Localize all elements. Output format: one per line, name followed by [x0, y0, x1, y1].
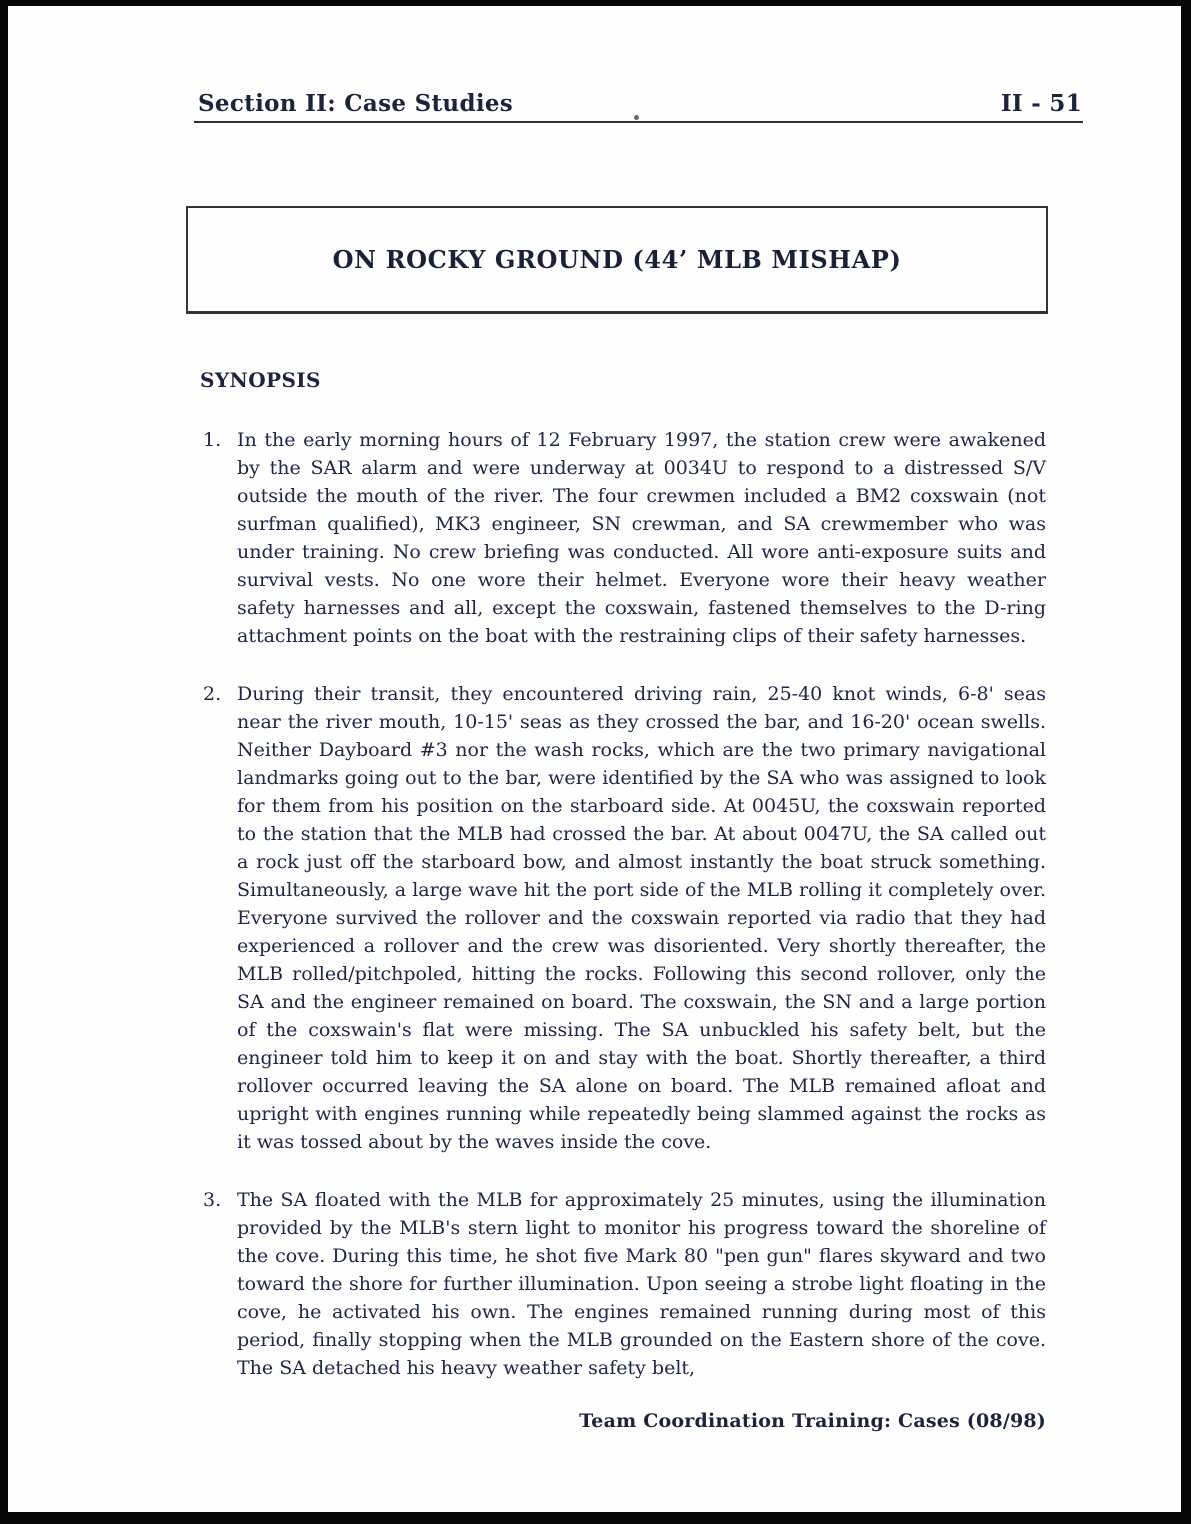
- paragraph-2-text: During their transit, they encountered driving rain, 25-40 knot winds, 6-8' seas near the river mouth, 10-15' seas as they crossed the bar, and 16-20' ocean swells. Neither Dayboard #3 nor the wash rocks, which are the two primary navigational landmarks going out to the bar, were identified by the SA who was assigned to look for them from his position on the starboard side. At 0045U, the coxswain reported to the station that the MLB had crossed the bar. At about 0047U, the SA called out a rock just off the starboard bow, and almost instantly the boat struck something. Simultaneously, a large wave hit the port side of the MLB rolling it completely over. Everyone survived the rollover and the coxswain reported via radio that they had experienced a rollover and the crew was disoriented. Very shortly thereafter, the MLB rolled/pitchpoled, hitting the rocks. Following this second rollover, only the SA and the engineer remained on board. The coxswain, the SN and a large portion of the coxswain's flat were missing. The SA unbuckled his safety belt, but the engineer told him to keep it on and stay with the boat. Shortly thereafter, a third rollover occurred leaving the SA alone on board. The MLB remained afloat and upright with engines running while repeatedly being slammed against the rocks as it was tossed about by the waves inside the cove.: [237, 683, 1046, 1153]
- paragraph-1-text: In the early morning hours of 12 February 1997, the station crew were awakened by the SAR alarm and were underway at 0034U to respond to a distressed S/V outside the mouth of the river. The four crewmen included a BM2 coxswain (not surfman qualified), MK3 engineer, SN crewman, and SA crewmember who was under training. No crew briefing was conducted. All wore anti-exposure suits and survival vests. No one wore their helmet. Everyone wore their heavy weather safety harnesses and all, except the coxswain, fastened themselves to the D-ring attachment points on the boat with the restraining clips of their safety harnesses.: [237, 429, 1046, 647]
- paragraph-2: [203, 680, 1046, 1156]
- case-title: ON ROCKY GROUND (44’ MLB MISHAP): [332, 245, 902, 274]
- page-header: [198, 90, 1082, 117]
- document-page: [8, 6, 1181, 1512]
- page-number: II - 51: [1000, 90, 1082, 117]
- scan-artifact: [634, 115, 639, 120]
- paragraph-2-number: 2.: [203, 683, 222, 705]
- paragraph-1-number: 1.: [203, 429, 222, 451]
- page-footer: Team Coordination Training: Cases (08/98): [579, 1410, 1046, 1432]
- paragraph-3: [203, 1186, 1046, 1382]
- section-header-label: Section II: Case Studies: [198, 90, 514, 117]
- synopsis-paragraphs: [203, 426, 1046, 1412]
- case-title-box: [186, 206, 1048, 314]
- paragraph-3-text: The SA floated with the MLB for approximately 25 minutes, using the illumination provided by the MLB's stern light to monitor his progress toward the shoreline of the cove. During this time, he shot five Mark 80 "pen gun" flares skyward and two toward the shore for further illumination. Upon seeing a strobe light floating in the cove, he activated his own. The engines remained running during most of this period, finally stopping when the MLB grounded on the Eastern shore of the cove. The SA detached his heavy weather safety belt,: [237, 1189, 1046, 1379]
- synopsis-heading: SYNOPSIS: [200, 368, 321, 392]
- paragraph-3-number: 3.: [203, 1189, 222, 1211]
- paragraph-1: [203, 426, 1046, 650]
- header-rule: [194, 121, 1083, 123]
